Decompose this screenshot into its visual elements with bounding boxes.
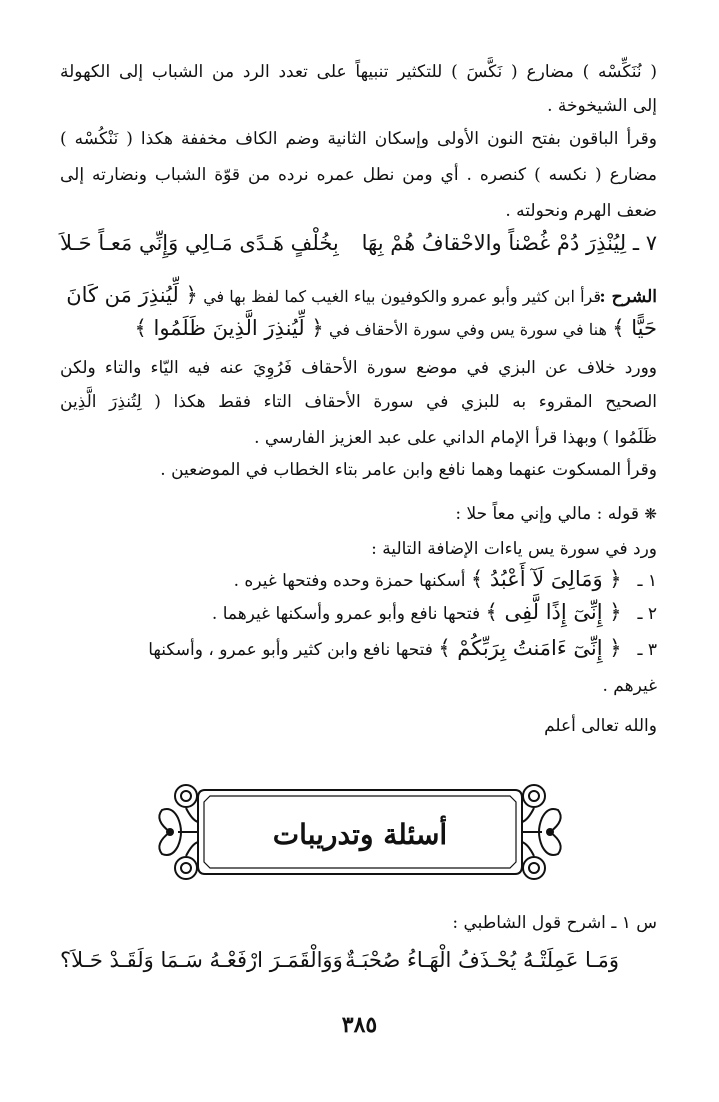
- page-number: ٣٨٥: [341, 1012, 378, 1038]
- yaat-item-quran: ﴿ إِنِّىٓ إِذًا لَّفِى ﴾: [485, 600, 622, 624]
- sharh-line-6: وقرأ المسكوت عنهما وهما نافع وابن عامر بتاء الخطاب في الموضعين .: [160, 460, 657, 480]
- question-1-hemistich-2: وَوَالْقَمَـرَ ارْفَعْـهُ سَـمَا وَلَقَـدْ حَـلاَ؟: [60, 948, 343, 972]
- sharh-text-2: هنا في سورة يس وفي سورة الأحقاف في: [329, 320, 607, 339]
- section-title: أسئلة وتدريبات: [272, 818, 448, 851]
- yaat-item-quran: ﴿ إِنِّىٓ ءَامَنتُ بِرَبِّكُمْ ﴾: [438, 636, 622, 660]
- verse-number: ٧ ـ: [632, 231, 657, 255]
- question-1-prompt: س ١ ـ اشرح قول الشاطبي :: [452, 913, 657, 933]
- yaat-continuation: غيرهم .: [602, 676, 657, 696]
- quran-quote-1: ﴿ لِّيُنذِرَ مَن كَانَ: [66, 283, 198, 307]
- sharh-line-2: [60, 316, 657, 342]
- quran-quote-1-end: حَيًّا ﴾: [612, 316, 657, 340]
- sharh-label: الشرح :: [599, 287, 657, 307]
- paragraph-1-line-2: إلى الشيخوخة .: [547, 96, 657, 116]
- asterisk-icon: ❋: [644, 505, 657, 523]
- paragraph-1-line-1: ( نُنَكِّسْه ) مضارع ( نَكَّسَ ) للتكثير تنبيهاً على تعدد الرد من الشباب إلى الكهولة: [60, 62, 657, 82]
- yaat-item-quran: ﴿ وَمَالِىَ لَآ أَعْبُدُ ﴾: [470, 567, 622, 591]
- yaat-item-3: [60, 636, 657, 662]
- question-1-hemistich-1: وَمَـا عَمِلَتْـهُ يُحْـذَفُ الْهَـاءُ صُحْبَـةٌ: [345, 948, 619, 972]
- yaat-item-number: ٣ ـ: [637, 640, 657, 660]
- yaat-item-2: [60, 600, 657, 626]
- sharh-line-3: وورد خلاف عن البزي في موضع سورة الأحقاف فَرُوِيَ عنه فيه اليّاء والتاء ولكن: [60, 358, 657, 378]
- verse-7-first-hemistich: [362, 231, 657, 255]
- yaat-item-text: أسكنها حمزة وحده وفتحها غيره .: [233, 571, 466, 591]
- yaat-intro: ورد في سورة يس ياءات الإضافة التالية :: [371, 539, 657, 559]
- yaat-item-number: ١ ـ: [637, 571, 657, 591]
- qawluh-line: [60, 502, 657, 526]
- closing-phrase: والله تعالى أعلم: [544, 716, 657, 736]
- yaat-item-number: ٢ ـ: [637, 604, 657, 624]
- sharh-line-4: الصحيح المقروء به للبزي في سورة الأحقاف التاء فقط هكذا ( لِتُنذِرَ الَّذِين: [60, 392, 657, 412]
- verse-hemistich-2: بِخُلْفٍ هَـدًى مَـالِي وَإِنِّي مَعـاً حَـلاَ: [60, 231, 339, 255]
- verse-hemistich-1: لِيُنْذِرَ دُمْ غُصْناً والاحْقافُ هُمْ بِهَا: [361, 231, 627, 255]
- sharh-text-1: قرأ ابن كثير وأبو عمرو والكوفيون بياء الغيب كما لفظ بها في: [203, 287, 601, 306]
- qawluh-text: قوله : مالي وإني معاً حلا :: [455, 504, 640, 524]
- yaat-item-text: فتحها نافع وابن كثير وأبو عمرو ، وأسكنها: [148, 640, 433, 660]
- sharh-line-1: [60, 283, 601, 309]
- paragraph-2-line-2: مضارع ( نكسه ) كنصره . أي ومن نطل عمره نرده من قوّة الشباب ونضارته إلى: [60, 165, 657, 185]
- sharh-line-5: ظَلَمُوا ) وبهذا قرأ الإمام الداني على عبد العزيز الفارسي .: [254, 428, 657, 448]
- paragraph-2-line-1: وقرأ الباقون بفتح النون الأولى وإسكان الثانية وضم الكاف مخففة هكذا ( نَنْكُسْه ): [60, 129, 657, 149]
- yaat-item-1: [60, 567, 657, 593]
- section-title-frame: [150, 772, 570, 892]
- paragraph-2-line-3: ضعف الهرم ونحولته .: [505, 201, 657, 221]
- yaat-item-text: فتحها نافع وأبو عمرو وأسكنها غيرهما .: [211, 604, 481, 624]
- quran-quote-2: ﴿ لِّيُنذِرَ الَّذِينَ ظَلَمُوا ﴾: [134, 316, 324, 340]
